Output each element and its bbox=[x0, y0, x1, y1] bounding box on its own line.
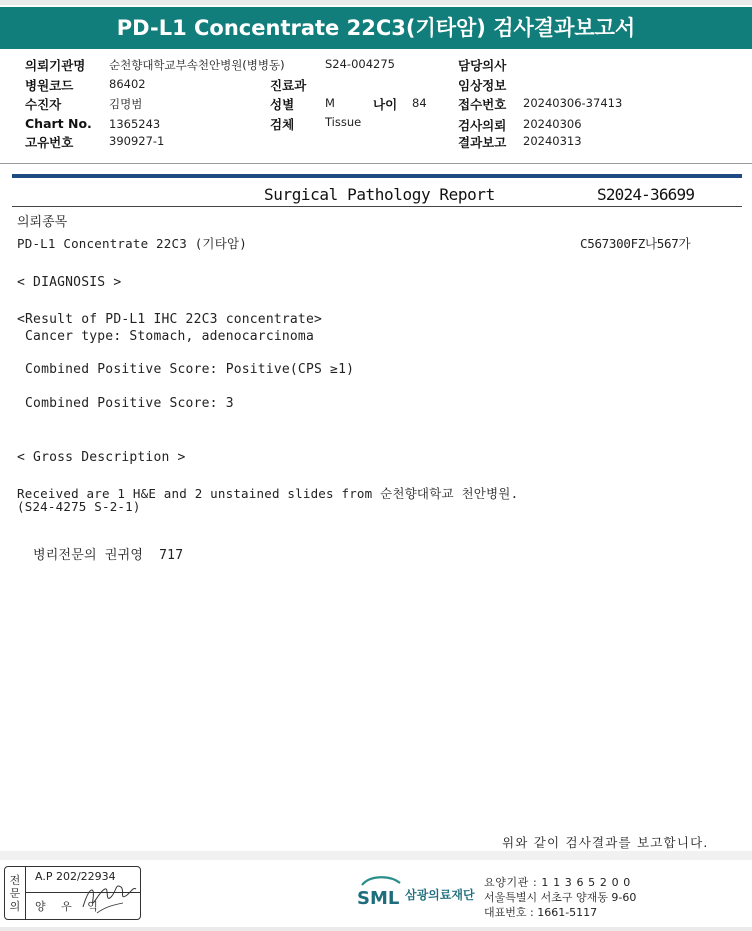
age-value: 84 bbox=[412, 96, 427, 110]
hospital-label: 의뢰기관명 bbox=[25, 58, 86, 73]
gross-line-2: (S24-4275 S-2-1) bbox=[17, 499, 141, 514]
report-date-label: 결과보고 bbox=[458, 135, 507, 150]
license-number: A.P 202/22934 bbox=[35, 870, 116, 883]
closing-statement: 위와 같이 검사결과를 보고합니다. bbox=[502, 835, 709, 850]
top-border bbox=[0, 0, 752, 5]
id-label: 고유번호 bbox=[25, 135, 74, 150]
specialist-label: 전 문 의 bbox=[5, 867, 26, 919]
sex-label: 성별 bbox=[270, 97, 295, 112]
clinical-label: 임상정보 bbox=[458, 78, 507, 93]
cancer-type: Cancer type: Stomach, adenocarcinoma bbox=[17, 329, 314, 344]
report-type-title: Surgical Pathology Report bbox=[264, 185, 495, 204]
signature-box bbox=[4, 866, 141, 920]
organization-phone: 대표번호 : 1661-5117 bbox=[484, 906, 598, 919]
organization-code: 요양기관 : 1 1 3 6 5 2 0 0 bbox=[484, 876, 631, 889]
gross-line-1: Received are 1 H&E and 2 unstained slides from 순천향대학교 천안병원. bbox=[17, 486, 519, 501]
chart-label: Chart No. bbox=[25, 116, 92, 131]
patient-value: 김명범 bbox=[109, 97, 143, 111]
report-top-rule bbox=[12, 174, 742, 178]
cps-score: Combined Positive Score: 3 bbox=[17, 396, 234, 411]
item-code: C567300FZ나567가 bbox=[580, 236, 691, 251]
doctor-label: 담당의사 bbox=[458, 58, 507, 73]
cps-result: Combined Positive Score: Positive(CPS ≥1) bbox=[17, 362, 355, 377]
signer-name: 양 우 익 bbox=[35, 900, 104, 913]
receipt-label: 접수번호 bbox=[458, 97, 507, 112]
chart-value: 1365243 bbox=[109, 117, 161, 131]
specimen-label: 검체 bbox=[270, 117, 295, 132]
gross-header: < Gross Description > bbox=[17, 450, 186, 465]
request-label: 검사의뢰 bbox=[458, 118, 507, 133]
report-title-bar: PD-L1 Concentrate 22C3(기타암) 검사결과보고서 bbox=[0, 7, 752, 49]
request-value: 20240306 bbox=[523, 117, 582, 131]
report-number: S2024-36699 bbox=[597, 185, 695, 204]
info-divider bbox=[0, 163, 752, 164]
patient-label: 수진자 bbox=[25, 97, 62, 112]
hospital-value: 순천향대학교부속천안병원(병병동) bbox=[109, 58, 285, 72]
sex-value: M bbox=[325, 96, 335, 110]
handwritten-signature bbox=[79, 877, 139, 917]
footer-band bbox=[0, 851, 752, 860]
code-label: 병원코드 bbox=[25, 78, 74, 93]
bottom-border bbox=[0, 927, 752, 931]
age-label: 나이 bbox=[373, 97, 398, 112]
organization-name: 삼광의료재단 bbox=[405, 888, 475, 902]
sml-logo-icon bbox=[356, 873, 404, 913]
specimen-value: Tissue bbox=[325, 115, 362, 129]
report-title-rule bbox=[12, 206, 742, 207]
diagnosis-header: < DIAGNOSIS > bbox=[17, 275, 122, 290]
pathologist-line: 병리전문의 권귀영 717 bbox=[33, 548, 184, 563]
code-value: 86402 bbox=[109, 77, 146, 91]
result-header: <Result of PD-L1 IHC 22C3 concentrate> bbox=[17, 312, 323, 327]
hospital-number: S24-004275 bbox=[325, 57, 395, 71]
receipt-value: 20240306-37413 bbox=[523, 96, 623, 110]
svg-text:SML: SML bbox=[357, 888, 400, 909]
dept-label: 진료과 bbox=[270, 78, 307, 93]
item-name: PD-L1 Concentrate 22C3 (기타암) bbox=[17, 236, 247, 251]
item-label: 의뢰종목 bbox=[17, 215, 68, 230]
report-date-value: 20240313 bbox=[523, 134, 582, 148]
organization-address: 서울특별시 서초구 양재동 9-60 bbox=[484, 891, 637, 904]
id-value: 390927-1 bbox=[109, 134, 165, 148]
